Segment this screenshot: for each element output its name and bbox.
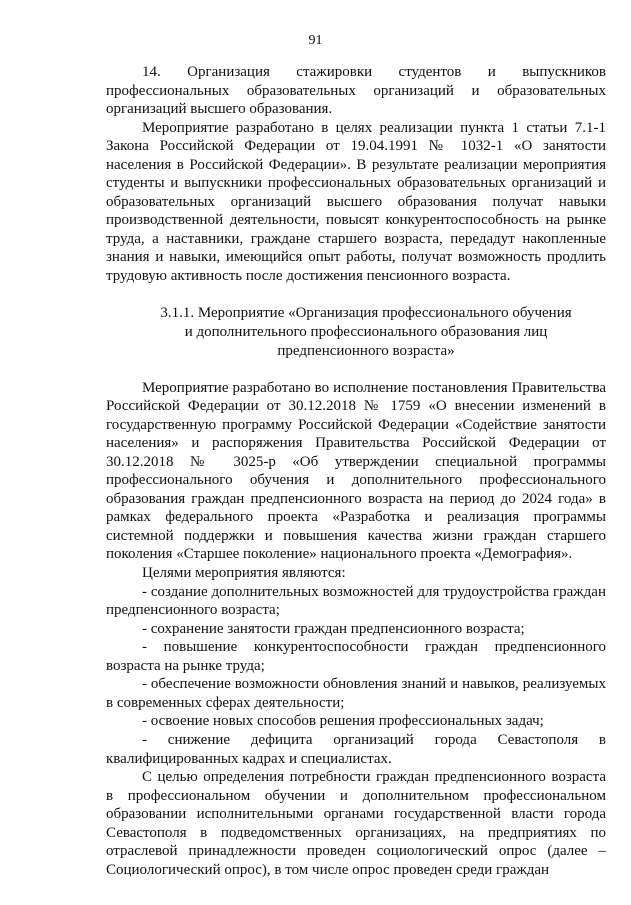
goal-item: - снижение дефицита организаций города Севастополя в квалифицированных кадрах и специалистах. bbox=[106, 731, 606, 767]
heading-line-1: 3.1.1. Мероприятие «Организация профессионального обучения bbox=[160, 304, 572, 321]
section-14-body: Мероприятие разработано в целях реализации пункта 1 статьи 7.1-1 Закона Российской Федерации от 19.04.1991 № 1032-1 «О занятости населения в Российской Федерации». В результате реализации мероприятия студенты и выпускники профессиональных образовательных организаций и образовательных организаций высшего образования получат навыки производственной деятельности, повысят конкурентоспособность на рынке труда, а наставники, граждане старшего возраста, передадут накопленные знания и навыки, имеющийся опыт работы, получат возможность продлить трудовую активность после достижения пенсионного возраста. bbox=[106, 119, 606, 285]
intro-paragraph: Мероприятие разработано во исполнение постановления Правительства Российской Федерации от 30.12.2018 № 1759 «О внесении изменений в государственную программу Российской Федерации «Содействие занятости населения» и распоряжения Правительства Российской Федерации от 30.12.2018 № 3025-р «Об утверждении специальной программы профессионального обучения и дополнительного профессионального образования граждан предпенсионного возраста на период до 2024 года» в рамках федерального проекта «Разработка и реализация программы системной поддержки и повышения качества жизни граждан старшего поколения «Старшее поколение» национального проекта «Демография». bbox=[106, 379, 606, 563]
goal-item: - сохранение занятости граждан предпенсионного возраста; bbox=[142, 620, 525, 637]
goal-item: - освоение новых способов решения профессиональных задач; bbox=[142, 713, 544, 730]
goal-item: - повышение конкурентоспособности граждан предпенсионного возраста на рынке труда; bbox=[106, 639, 606, 674]
page-content bbox=[106, 63, 606, 879]
heading-line-2: и дополнительного профессионального образования лиц bbox=[184, 323, 548, 340]
final-paragraph: С целью определения потребности граждан предпенсионного возраста в профессиональном обучении и дополнительном профессиональном образовании исполнительными органами государственной власти города Севастополя в подведомственных организациях, на предприятиях по отраслевой принадлежности проведен социологический опрос (далее – Социологический опрос), в том числе опрос проведен среди граждан bbox=[106, 769, 606, 878]
section-heading bbox=[106, 304, 606, 361]
heading-line-3: предпенсионного возраста» bbox=[277, 342, 455, 359]
page-number: 91 bbox=[308, 33, 323, 48]
goal-item: - обеспечение возможности обновления знаний и навыков, реализуемых в современных сферах деятельности; bbox=[106, 676, 606, 711]
section-14-title: 14. Организация стажировки студентов и выпускников профессиональных образовательных организаций и образовательных организаций высшего образования. bbox=[106, 64, 606, 118]
goal-item: - создание дополнительных возможностей для трудоустройства граждан предпенсионного возраста; bbox=[106, 583, 606, 619]
goals-intro: Целями мероприятия являются: bbox=[142, 565, 346, 582]
